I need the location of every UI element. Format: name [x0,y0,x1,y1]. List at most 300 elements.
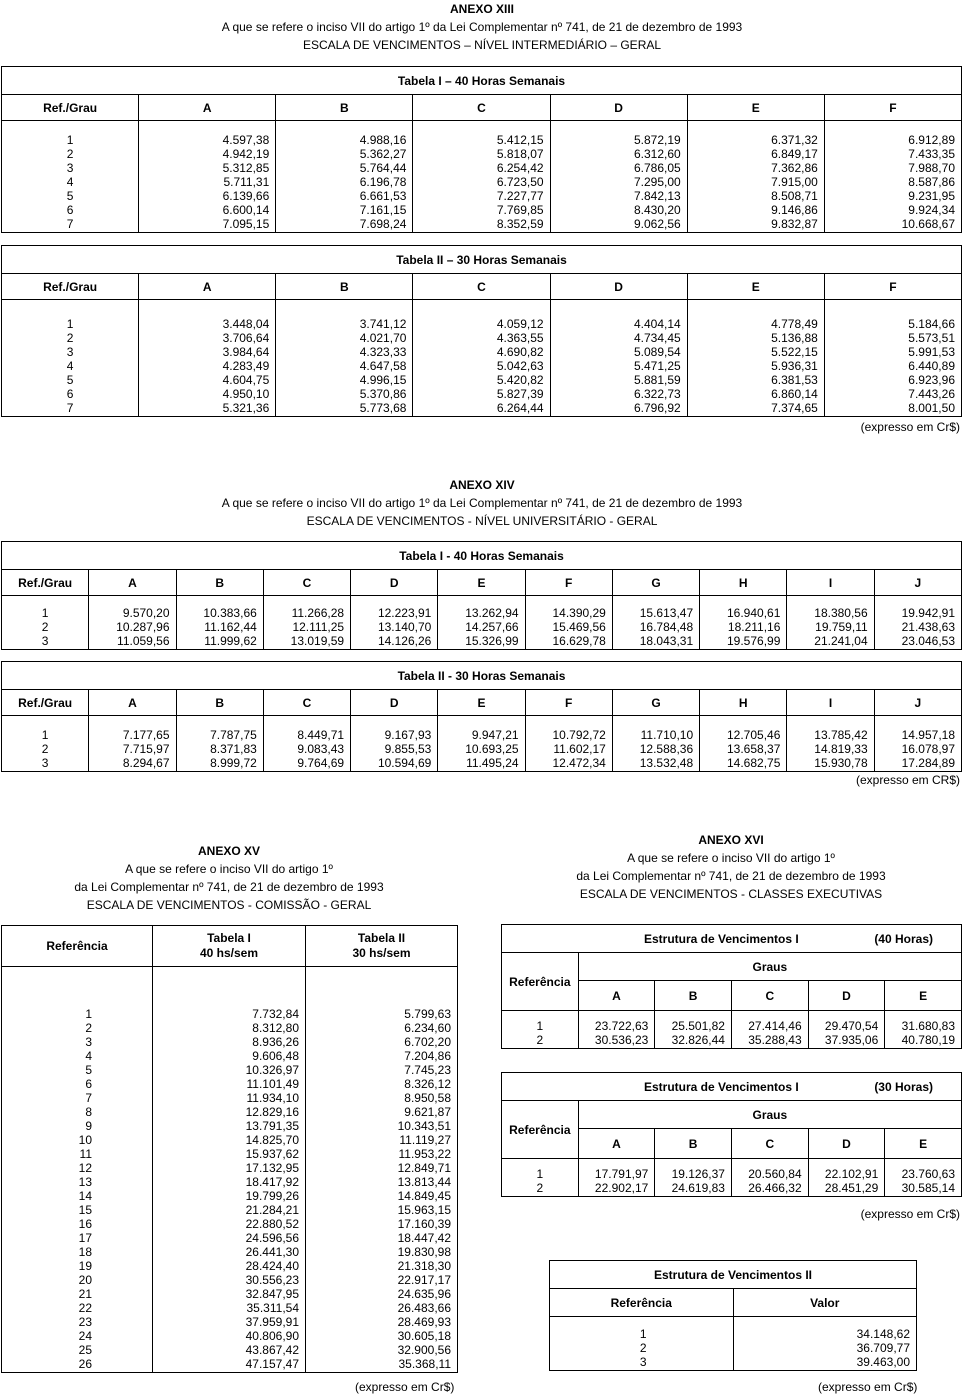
anexo13-t1-value: 8.352,59 [496,217,544,231]
anexo16-t1-value: 31.680,83 [901,1019,955,1033]
anexo13-t1-col-b [276,121,413,233]
anexo14-t1-value: 14.257,66 [465,620,519,634]
anexo13-t2-ref: 7 [66,401,74,415]
anexo15-ref: 9 [85,1119,92,1133]
anexo13-t2-value: 5.573,51 [908,331,955,345]
anexo14-t2-col-header-f: F [525,690,612,716]
anexo15-value: 19.799,26 [245,1189,299,1203]
anexo15-tabela1-header-a: Tabela I [207,931,251,945]
anexo14-t1-value: 12.223,91 [377,606,432,620]
anexo14-t2-col-header-c: C [263,690,350,716]
anexo14-t1-ref-header: Ref./Grau [2,570,89,596]
anexo14-t1-value: 15.613,47 [639,606,694,620]
anexo13-t1-col-header-b: B [276,95,413,121]
anexo14-t1-col-header-e: E [438,570,525,596]
anexo13-title: ANEXO XIII [449,2,514,16]
anexo14-t2-value: 14.682,75 [727,756,781,770]
anexo13-t2-col-header-f: F [824,274,961,300]
anexo15-ref: 8 [85,1105,92,1119]
anexo15-value: 17.132,95 [245,1161,299,1175]
anexo13-t1-value: 5.362,27 [359,147,407,161]
anexo15-ref: 3 [85,1035,92,1049]
anexo13-t1-value: 7.227,77 [496,189,544,203]
anexo13-t1-col-header-c: C [413,95,550,121]
anexo13-t1-ref-column [2,121,139,233]
anexo14-t2-value: 7.715,97 [122,742,170,756]
anexo14-t2-ref: 1 [41,728,49,742]
anexo13-t1-value: 7.769,85 [496,203,544,217]
anexo16-estrutura2-caption: Estrutura de Vencimentos II [550,1261,917,1289]
anexo14-t1-value: 14.126,26 [377,634,432,648]
anexo16-t2-col-e [885,1159,962,1197]
anexo15-ref: 21 [78,1287,92,1301]
anexo16-t2-col-d [808,1159,885,1197]
anexo14-t1-col-e [438,596,525,650]
anexo15-title: ANEXO XV [197,844,260,858]
anexo15-tabela2-header-b: 30 hs/sem [352,946,411,960]
anexo14-t1-value: 13.019,59 [290,634,345,648]
anexo13-t2-col-header-b: B [276,274,413,300]
anexo16-t2-ref: 1 [536,1167,544,1181]
anexo16-t2-col-header-b: B [655,1129,732,1159]
anexo14-t2-value: 11.602,17 [553,742,606,756]
anexo16-t2-value: 30.585,14 [901,1181,955,1195]
anexo14-t1-col-header-a: A [89,570,176,596]
anexo14-t2-col-h [700,716,787,772]
anexo14-t1-col-h [700,596,787,650]
anexo14-t2-value: 15.930,78 [814,756,868,770]
anexo14-t2-value: 14.957,18 [901,728,955,742]
anexo16-t2-col-a [578,1159,655,1197]
anexo14-t1-caption: Tabela I - 40 Horas Semanais [2,542,962,570]
anexo16-estrutura2-value: 34.148,62 [856,1327,910,1341]
anexo13-t1-value: 9.924,34 [908,203,955,217]
anexo14-t2-col-header-h: H [700,690,787,716]
anexo13-t2-value: 5.471,25 [633,359,681,373]
anexo13-t2-value: 4.950,10 [222,387,270,401]
anexo13-t1-value: 6.912,89 [908,133,955,147]
anexo16-table-30h [501,1072,962,1197]
anexo13-t2-value: 5.420,82 [496,373,544,387]
anexo14-t2-col-d [351,716,438,772]
anexo14-currency-note: (expresso em CR$) [855,773,960,787]
anexo16-t2-value: 26.466,32 [748,1181,802,1195]
anexo13-t1-col-header-e: E [687,95,824,121]
anexo14-t2-value: 11.710,10 [640,728,694,742]
anexo14-t1-col-b [176,596,263,650]
anexo14-t2-value: 14.819,33 [814,742,868,756]
anexo14-t1-col-g [612,596,699,650]
anexo13-t2-ref: 5 [66,373,74,387]
anexo15-ref: 5 [85,1063,92,1077]
anexo15-table [1,925,458,1373]
anexo16-t1-graus-header: Graus [578,953,961,981]
anexo14-t2-value: 10.792,72 [552,728,606,742]
anexo16-t1-caption-title: Estrutura de Vencimentos I [644,931,799,946]
anexo15-tabela1-header [153,926,306,967]
anexo16-t2-caption-hours: (30 Horas) [874,1079,933,1094]
anexo13-t2-value: 3.984,64 [222,345,270,359]
anexo13-t1-col-a [139,121,276,233]
anexo15-value: 6.234,60 [404,1021,451,1035]
anexo13-t1-value: 7.161,15 [359,203,407,217]
anexo16-currency-note-2: (expresso em Cr$) [818,1380,918,1394]
anexo16-t1-caption [502,925,962,953]
anexo13-t1-ref: 6 [66,203,74,217]
anexo14-t1-col-header-i: I [787,570,874,596]
anexo16-estrutura2-value: 39.463,00 [856,1355,910,1369]
anexo13-t1-value: 6.849,17 [771,147,818,161]
anexo15-ref: 6 [85,1077,92,1091]
anexo14-t1-value: 19.942,91 [901,606,955,620]
anexo15-value: 11.119,27 [399,1133,451,1147]
anexo15-ref: 17 [78,1231,92,1245]
anexo16-t2-value: 24.619,83 [671,1181,725,1195]
anexo15-value: 15.963,15 [397,1203,451,1217]
anexo16-t2-caption [502,1073,962,1101]
anexo16-estrutura2-value: 36.709,77 [856,1341,910,1355]
anexo13-t2-value: 6.796,92 [633,401,681,415]
anexo14-t1-col-header-h: H [700,570,787,596]
anexo13-t2-value: 6.923,96 [908,373,955,387]
anexo16-title: ANEXO XVI [698,833,764,847]
anexo15-ref: 15 [78,1203,92,1217]
anexo16-t2-ref: 2 [536,1181,544,1195]
anexo14-t1-value: 12.111,25 [292,620,345,634]
anexo15-value: 15.937,62 [245,1147,299,1161]
anexo13-t1-value: 5.711,31 [223,175,270,189]
anexo14-t2-value: 11.495,24 [466,756,519,770]
anexo13-table-30h [1,245,962,417]
anexo16-t1-value: 30.536,23 [594,1033,649,1047]
anexo13-t1-col-d [550,121,687,233]
anexo14-t2-value: 10.693,25 [465,742,519,756]
anexo13-t2-value: 4.604,75 [222,373,270,387]
anexo13-t2-col-header-a: A [139,274,276,300]
anexo14-t1-col-header-c: C [263,570,350,596]
anexo14-t2-ref: 3 [41,756,49,770]
anexo14-t1-col-f [525,596,612,650]
anexo16-t1-value: 40.780,19 [901,1033,955,1047]
anexo13-t2-value: 4.323,33 [359,345,407,359]
anexo13-t1-value: 5.764,44 [359,161,407,175]
anexo13-t1-value: 4.988,16 [359,133,407,147]
anexo13-t1-value: 7.095,15 [222,217,270,231]
anexo13-t2-value: 4.021,70 [359,331,407,345]
anexo15-value: 32.900,56 [397,1343,451,1357]
anexo14-t2-value: 12.705,46 [727,728,781,742]
anexo16-t2-value: 20.560,84 [748,1167,802,1181]
anexo13-t2-ref-column [2,300,139,417]
anexo14-t2-col-c [263,716,350,772]
anexo15-value: 17.160,39 [397,1217,451,1231]
anexo13-t2-value: 6.381,53 [771,373,818,387]
anexo13-t2-col-header-e: E [687,274,824,300]
anexo13-scale-title: ESCALA DE VENCIMENTOS – NÍVEL INTERMEDIÁRIO – GERAL [302,38,662,52]
anexo13-t2-col-c [413,300,550,417]
anexo16-t1-col-header-c: C [731,981,808,1011]
anexo13-t2-value: 5.936,31 [771,359,818,373]
anexo13-t1-ref: 4 [66,175,74,189]
anexo14-t1-col-header-g: G [612,570,699,596]
anexo15-value: 22.917,17 [397,1273,451,1287]
anexo13-t2-ref: 3 [66,345,74,359]
anexo13-t1-value: 4.942,19 [222,147,270,161]
anexo14-table-40h [1,541,962,650]
anexo13-t1-col-e [687,121,824,233]
anexo13-t2-value: 4.059,12 [496,317,544,331]
anexo13-t2-col-e [687,300,824,417]
anexo13-t2-col-header-d: D [550,274,687,300]
anexo16-t1-value: 23.722,63 [594,1019,649,1033]
anexo16-t1-value: 32.826,44 [671,1033,725,1047]
anexo16-t2-value: 23.760,63 [901,1167,955,1181]
anexo15-ref: 18 [78,1245,92,1259]
anexo15-scale-title: ESCALA DE VENCIMENTOS - COMISSÃO - GERAL [86,898,372,912]
anexo14-t1-value: 15.326,99 [465,634,519,648]
anexo15-value: 8.326,12 [404,1077,451,1091]
anexo13-t2-value: 6.264,44 [496,401,544,415]
anexo13-t2-value: 4.647,58 [359,359,407,373]
anexo14-t2-ref-header: Ref./Grau [2,690,89,716]
anexo15-ref: 2 [85,1021,92,1035]
anexo16-t1-ref-header: Referência [502,953,579,1011]
anexo16-t2-value: 17.791,97 [594,1167,649,1181]
anexo14-t2-ref: 2 [41,742,49,756]
anexo16-t2-col-header-c: C [731,1129,808,1159]
anexo14-title: ANEXO XIV [449,478,515,492]
anexo13-currency-note: (expresso em Cr$) [860,420,960,434]
anexo13-t1-value: 7.362,86 [771,161,818,175]
anexo16-header [500,831,962,903]
anexo15-value: 12.849,71 [397,1161,451,1175]
anexo14-t1-ref: 2 [41,620,49,634]
anexo15-ref: 4 [85,1049,92,1063]
anexo14-t1-col-header-d: D [351,570,438,596]
anexo13-t1-value: 7.988,70 [908,161,955,175]
anexo14-t1-value: 18.380,56 [814,606,868,620]
anexo15-value: 13.813,44 [397,1175,451,1189]
anexo14-t1-col-c [263,596,350,650]
anexo15-value: 7.204,86 [404,1049,451,1063]
anexo14-t1-value: 16.784,48 [639,620,694,634]
anexo14-t2-value: 13.532,48 [639,756,694,770]
anexo13-t2-value: 8.001,50 [908,401,955,415]
anexo16-t1-col-a [578,1011,655,1049]
anexo13-t1-value: 6.661,53 [359,189,407,203]
anexo13-t2-value: 3.741,12 [359,317,407,331]
anexo13-t2-col-d [550,300,687,417]
anexo14-t1-value: 16.940,61 [727,606,781,620]
anexo16-t1-col-header-d: D [808,981,885,1011]
anexo13-t2-col-a [139,300,276,417]
anexo13-t1-caption: Tabela I – 40 Horas Semanais [2,67,962,95]
anexo14-t1-col-a [89,596,176,650]
anexo14-subtitle: A que se refere o inciso VII do artigo 1º da Lei Complementar nº 741, de 21 de dezembro de 1993 [221,496,743,510]
anexo15-ref: 20 [78,1273,92,1287]
anexo14-t1-col-header-f: F [525,570,612,596]
anexo15-value: 30.556,23 [245,1273,299,1287]
anexo14-t1-col-i [787,596,874,650]
anexo15-ref: 11 [79,1147,92,1161]
anexo13-t2-value: 5.827,39 [496,387,544,401]
anexo13-t1-value: 6.600,14 [222,203,270,217]
anexo15-tabela2-header-a: Tabela II [357,931,406,945]
anexo14-t2-value: 13.658,37 [727,742,781,756]
anexo13-header [0,0,964,54]
anexo13-t2-value: 6.322,73 [633,387,681,401]
anexo15-ref: 13 [78,1175,92,1189]
anexo13-t1-value: 8.430,20 [633,203,681,217]
anexo16-t1-col-e [885,1011,962,1049]
anexo13-t2-caption: Tabela II – 30 Horas Semanais [2,246,962,274]
anexo14-t1-value: 19.576,99 [727,634,781,648]
anexo16-scale-title: ESCALA DE VENCIMENTOS - CLASSES EXECUTIVAS [579,887,883,901]
anexo15-value: 18.417,92 [245,1175,299,1189]
anexo16-t1-col-header-b: B [655,981,732,1011]
anexo13-t2-value: 5.522,15 [771,345,818,359]
anexo15-value: 47.157,47 [245,1357,299,1371]
anexo14-t2-caption: Tabela II - 30 Horas Semanais [2,662,962,690]
anexo14-t1-value: 18.211,16 [727,620,781,634]
anexo13-t1-value: 6.254,42 [496,161,544,175]
anexo15-value: 35.311,54 [246,1301,299,1315]
anexo13-t2-col-b [276,300,413,417]
anexo14-t2-col-e [438,716,525,772]
anexo15-ref: 24 [78,1329,92,1343]
anexo14-t1-value: 13.140,70 [377,620,432,634]
anexo16-t2-col-c [731,1159,808,1197]
anexo15-value: 18.447,42 [397,1231,451,1245]
anexo15-ref: 16 [78,1217,92,1231]
anexo13-t1-ref-header: Ref./Grau [2,95,139,121]
anexo13-t2-value: 5.136,88 [771,331,818,345]
anexo14-t1-value: 11.266,28 [291,606,345,620]
anexo13-t1-value: 7.295,00 [633,175,681,189]
anexo15-value: 9.606,48 [252,1049,299,1063]
anexo15-value: 13.791,35 [245,1119,299,1133]
anexo15-value: 9.621,87 [404,1105,451,1119]
anexo15-ref: 22 [78,1301,92,1315]
anexo13-t2-value: 7.374,65 [771,401,818,415]
anexo14-t2-value: 8.371,83 [210,742,257,756]
anexo14-t1-value: 16.629,78 [552,634,606,648]
anexo13-t2-value: 5.991,53 [908,345,955,359]
anexo13-t2-value: 4.734,45 [633,331,681,345]
anexo15-value: 14.849,45 [397,1189,451,1203]
anexo14-t1-ref: 1 [41,606,49,620]
anexo14-t2-value: 16.078,97 [901,742,955,756]
anexo14-t1-value: 13.262,94 [465,606,519,620]
anexo15-value: 11.101,49 [246,1077,299,1091]
anexo14-scale-title: ESCALA DE VENCIMENTOS - NÍVEL UNIVERSITÁRIO - GERAL [306,514,658,528]
anexo15-ref-header: Referência [2,926,153,967]
anexo16-t2-value: 22.102,91 [824,1167,879,1181]
anexo16-subtitle-1: A que se refere o inciso VII do artigo 1º [627,851,835,865]
anexo13-t2-ref: 1 [66,317,74,331]
anexo15-currency-note: (expresso em Cr$) [355,1380,455,1394]
anexo13-table-40h [1,66,962,233]
anexo15-value: 28.469,93 [397,1315,451,1329]
anexo15-value: 21.284,21 [245,1203,299,1217]
anexo15-value: 8.936,26 [252,1035,299,1049]
anexo13-t2-value: 5.773,68 [359,401,407,415]
anexo16-estrutura2-ref: 1 [639,1327,647,1341]
anexo13-t1-value: 6.312,60 [633,147,681,161]
anexo16-estrutura2-ref: 3 [639,1355,647,1369]
anexo14-t1-col-j [874,596,961,650]
anexo15-ref: 14 [78,1189,92,1203]
anexo14-t1-value: 11.162,44 [204,620,257,634]
anexo14-t2-col-j [874,716,961,772]
anexo13-t1-col-header-a: A [139,95,276,121]
anexo13-t2-value: 5.184,66 [908,317,955,331]
anexo13-t2-value: 4.363,55 [496,331,544,345]
anexo16-t2-ref-column [502,1159,579,1197]
anexo13-t1-col-header-f: F [824,95,961,121]
anexo13-t1-value: 8.587,86 [908,175,955,189]
anexo15-value: 14.825,70 [245,1133,299,1147]
anexo15-value: 7.732,84 [252,1007,299,1021]
anexo13-t2-value: 4.404,14 [633,317,681,331]
anexo14-t1-value: 19.759,11 [815,620,868,634]
anexo15-ref: 10 [78,1133,92,1147]
anexo16-t2-value: 22.902,17 [594,1181,649,1195]
anexo13-t1-value: 4.597,38 [222,133,270,147]
anexo14-t2-col-i [787,716,874,772]
anexo13-t1-col-f [824,121,961,233]
anexo15-subtitle-2: da Lei Complementar nº 741, de 21 de dezembro de 1993 [74,880,384,894]
anexo16-t1-caption-hours: (40 Horas) [874,931,933,946]
anexo15-ref: 19 [78,1259,92,1273]
anexo13-t2-ref: 6 [66,387,74,401]
anexo13-t1-ref: 1 [66,133,74,147]
anexo13-t2-value: 3.448,04 [222,317,270,331]
anexo13-t1-value: 9.062,56 [633,217,681,231]
anexo15-tabela1-column [153,967,306,1373]
anexo13-t2-value: 5.089,54 [633,345,681,359]
anexo16-t2-caption-title: Estrutura de Vencimentos I [644,1079,799,1094]
anexo13-subtitle: A que se refere o inciso VII do artigo 1º da Lei Complementar nº 741, de 21 de dezembro de 1993 [221,20,743,34]
anexo16-table-40h [501,924,962,1049]
anexo14-t2-col-header-b: B [176,690,263,716]
anexo14-t1-value: 10.287,96 [116,620,170,634]
anexo13-t1-value: 5.312,85 [222,161,270,175]
anexo15-value: 22.880,52 [245,1217,299,1231]
anexo15-value: 19.830,98 [397,1245,451,1259]
anexo13-t1-value: 9.231,95 [908,189,955,203]
anexo13-t1-value: 6.723,50 [496,175,544,189]
anexo15-value: 43.867,42 [245,1343,299,1357]
anexo13-t1-value: 5.412,15 [496,133,544,147]
anexo15-value: 10.343,51 [397,1119,451,1133]
anexo16-t1-value: 35.288,43 [748,1033,802,1047]
anexo13-t1-value: 10.668,67 [901,217,955,231]
anexo13-t2-value: 4.283,49 [222,359,270,373]
anexo13-t2-ref: 2 [66,331,74,345]
anexo14-t2-value: 10.594,69 [377,756,432,770]
anexo13-t2-value: 5.321,36 [222,401,270,415]
anexo16-estrutura2-ref: 2 [639,1341,647,1355]
anexo15-value: 30.605,18 [397,1329,451,1343]
anexo15-tabela2-header [306,926,458,967]
anexo16-t2-col-header-d: D [808,1129,885,1159]
anexo16-t2-value: 28.451,29 [824,1181,879,1195]
anexo13-t2-value: 5.042,63 [496,359,544,373]
anexo14-t1-value: 21.438,63 [901,620,955,634]
anexo16-t1-col-header-a: A [578,981,655,1011]
anexo15-value: 40.806,90 [245,1329,299,1343]
